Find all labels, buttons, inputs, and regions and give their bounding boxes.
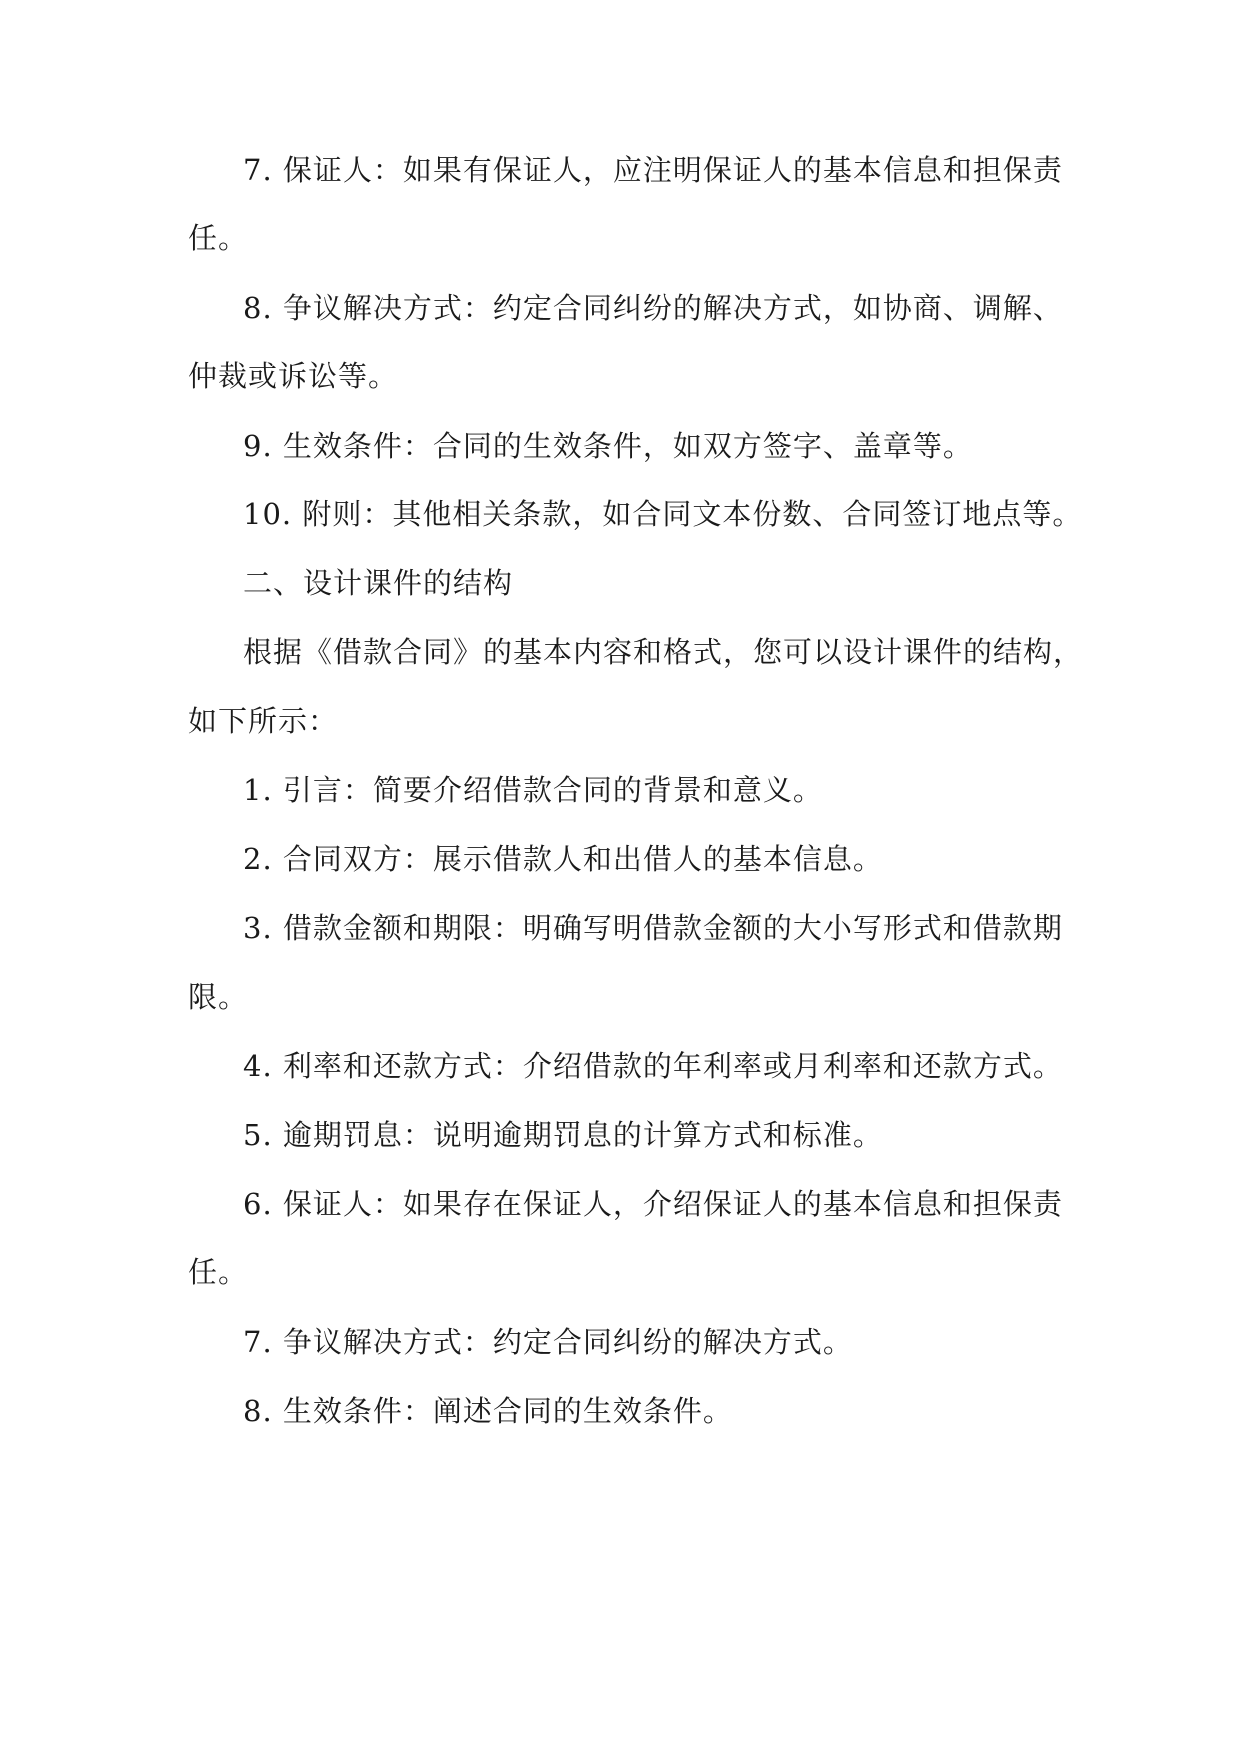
section-heading: 二、设计课件的结构 (243, 566, 514, 600)
paragraph-line: 8. 生效条件：阐述合同的生效条件。 (243, 1394, 733, 1428)
paragraph-line: 仲裁或诉讼等。 (188, 359, 399, 393)
paragraph-line: 9. 生效条件：合同的生效条件，如双方签字、盖章等。 (243, 429, 973, 463)
paragraph-line: 10. 附则：其他相关条款，如合同文本份数、合同签订地点等。 (243, 497, 1083, 531)
paragraph-line: 根据《借款合同》的基本内容和格式，您可以设计课件的结构， (243, 635, 1084, 669)
paragraph-line: 限。 (188, 980, 249, 1014)
paragraph-line: 4. 利率和还款方式：介绍借款的年利率或月利率和还款方式。 (243, 1049, 1063, 1083)
paragraph-line: 1. 引言：简要介绍借款合同的背景和意义。 (243, 773, 823, 807)
paragraph-line: 8. 争议解决方式：约定合同纠纷的解决方式，如协商、调解、 (243, 291, 1063, 325)
paragraph-line: 7. 保证人：如果有保证人，应注明保证人的基本信息和担保责 (243, 153, 1063, 187)
paragraph-line: 5. 逾期罚息：说明逾期罚息的计算方式和标准。 (243, 1118, 883, 1152)
paragraph-line: 任。 (188, 1255, 249, 1289)
paragraph-line: 2. 合同双方：展示借款人和出借人的基本信息。 (243, 842, 883, 876)
paragraph-line: 任。 (188, 221, 249, 255)
paragraph-line: 6. 保证人：如果存在保证人，介绍保证人的基本信息和担保责 (243, 1187, 1063, 1221)
paragraph-line: 3. 借款金额和期限：明确写明借款金额的大小写形式和借款期 (243, 911, 1063, 945)
paragraph-line: 如下所示： (188, 704, 339, 738)
paragraph-line: 7. 争议解决方式：约定合同纠纷的解决方式。 (243, 1325, 853, 1359)
